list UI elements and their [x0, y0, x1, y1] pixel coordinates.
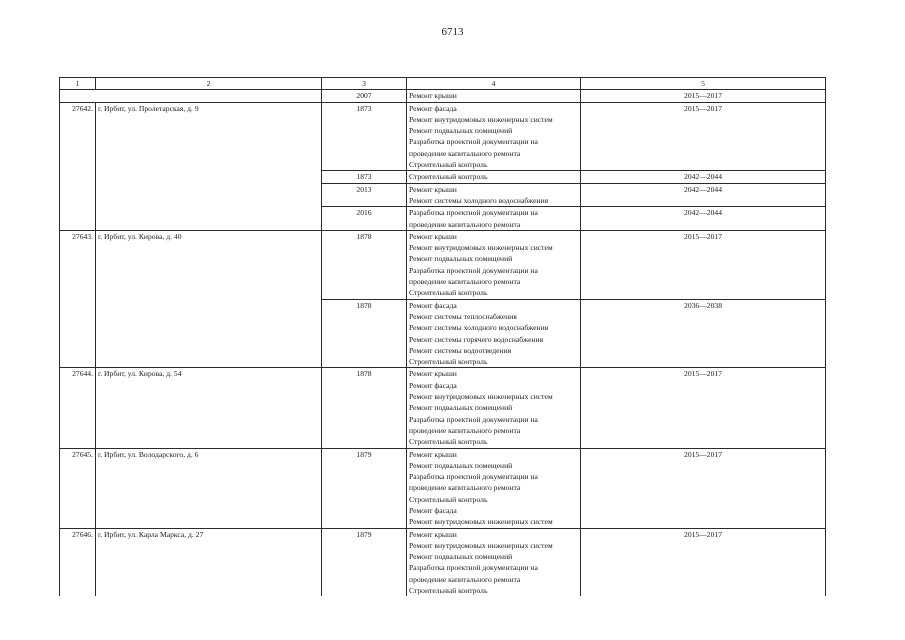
work-type-line: проведение капитального ремонта: [409, 483, 521, 493]
table-row: [60, 230, 826, 299]
planned-period-cell: 2015—2017: [581, 102, 826, 171]
planned-period-cell: 2042—2044: [581, 183, 826, 207]
row-number-cell: 27646.: [60, 528, 96, 596]
work-types-cell: [407, 299, 581, 368]
commissioning-year-cell: 2013: [322, 183, 407, 207]
work-type-line: Ремонт системы теплоснабжения: [409, 311, 517, 321]
number-cell: [60, 90, 322, 102]
table-row: [60, 528, 826, 596]
work-type-line: Ремонт крыши: [409, 449, 457, 459]
address-cell: г. Ирбит, ул. Кирова, д. 54: [96, 368, 322, 448]
commissioning-year-cell: 1878: [322, 368, 407, 448]
work-type-line: Ремонт крыши: [409, 529, 457, 539]
work-type-line: Строительный контроль: [409, 494, 488, 504]
planned-period-cell: 2015—2017: [581, 528, 826, 596]
work-type-line: Строительный контроль: [409, 437, 488, 447]
work-type-line: Разработка проектной документации на: [409, 208, 538, 218]
commissioning-year-cell: 1873: [322, 171, 407, 183]
work-types-cell: [407, 528, 581, 596]
work-type-line: Ремонт подвальных помещений: [409, 254, 513, 264]
work-type-line: Ремонт подвальных помещений: [409, 460, 513, 470]
capital-repair-table: [59, 77, 826, 596]
work-types-cell: [407, 183, 581, 207]
row-number-cell: 27643.: [60, 230, 96, 368]
work-type-line: проведение капитального ремонта: [409, 148, 521, 158]
address-cell: г. Ирбит, ул. Пролетарская, д. 9: [96, 102, 322, 230]
header-cell: 4: [407, 78, 581, 90]
work-types-cell: [407, 448, 581, 528]
work-type-line: Ремонт системы холодного водоснабжения: [409, 323, 549, 333]
work-type-line: Ремонт внутридомовых инженерных систем: [409, 517, 553, 527]
work-type-line: Ремонт системы холодного водоснабжения: [409, 195, 549, 205]
commissioning-year-cell: 2016: [322, 207, 407, 231]
commissioning-year-cell: 1879: [322, 528, 407, 596]
planned-period-cell: 2015—2017: [581, 448, 826, 528]
work-type-line: Ремонт фасада: [409, 380, 457, 390]
header-cell: 5: [581, 78, 826, 90]
work-types-cell: [407, 90, 581, 102]
work-type-line: Ремонт внутридомовых инженерных систем: [409, 243, 553, 253]
work-type-line: Ремонт подвальных помещений: [409, 403, 513, 413]
work-type-line: проведение капитального ремонта: [409, 425, 521, 435]
planned-period-cell: 2015—2017: [581, 230, 826, 299]
work-type-line: Строительный контроль: [409, 357, 488, 367]
commissioning-year-cell: 1873: [322, 102, 407, 171]
work-type-line: Ремонт внутридомовых инженерных систем: [409, 540, 553, 550]
address-cell: г. Ирбит, ул. Карла Маркса, д. 27: [96, 528, 322, 596]
commissioning-year-cell: 1879: [322, 448, 407, 528]
header-cell: 3: [322, 78, 407, 90]
work-type-line: Ремонт внутридомовых инженерных систем: [409, 392, 553, 402]
work-type-line: Строительный контроль: [409, 160, 488, 170]
work-type-line: Ремонт внутридомовых инженерных систем: [409, 114, 553, 124]
work-type-line: Ремонт крыши: [409, 369, 457, 379]
planned-period-cell: 2036—2038: [581, 299, 826, 368]
commissioning-year-cell: 1878: [322, 299, 407, 368]
work-type-line: Ремонт подвальных помещений: [409, 552, 513, 562]
work-type-line: Строительный контроль: [409, 288, 488, 298]
table-row: [60, 102, 826, 171]
carry-over-row: [60, 90, 826, 102]
planned-period-cell: 2042—2044: [581, 171, 826, 183]
work-type-line: проведение капитального ремонта: [409, 219, 521, 229]
work-type-line: Ремонт подвальных помещений: [409, 126, 513, 136]
header-cell: 1: [60, 78, 96, 90]
work-type-line: Ремонт крыши: [409, 184, 457, 194]
planned-period-cell: 2042—2044: [581, 207, 826, 231]
address-cell: г. Ирбит, ул. Володарского, д. 6: [96, 448, 322, 528]
work-type-line: Ремонт системы водоотведения: [409, 345, 512, 355]
work-type-line: Разработка проектной документации на: [409, 563, 538, 573]
work-type-line: Разработка проектной документации на: [409, 137, 538, 147]
table-header-row: [60, 78, 826, 90]
work-type-line: Ремонт системы горячего водоснабжения: [409, 334, 544, 344]
address-cell: г. Ирбит, ул. Кирова, д. 40: [96, 230, 322, 368]
work-type-line: проведение капитального ремонта: [409, 574, 521, 584]
table-row: [60, 368, 826, 448]
work-type-line: Строительный контроль: [409, 172, 488, 182]
work-type-line: Ремонт фасада: [409, 505, 457, 515]
work-type-line: Разработка проектной документации на: [409, 414, 538, 424]
work-type-line: Ремонт крыши: [409, 231, 457, 241]
work-type-line: Разработка проектной документации на: [409, 472, 538, 482]
planned-period-cell: 2015—2017: [581, 368, 826, 448]
work-type-line: Разработка проектной документации на: [409, 265, 538, 275]
header-cell: 2: [96, 78, 322, 90]
planned-period-cell: 2015—2017: [581, 90, 826, 102]
commissioning-year-cell: 1878: [322, 230, 407, 299]
page-number: 6713: [441, 26, 464, 38]
row-number-cell: 27645.: [60, 448, 96, 528]
row-number-cell: 27642.: [60, 102, 96, 230]
work-types-cell: [407, 207, 581, 231]
commissioning-year-cell: 2007: [322, 90, 407, 102]
work-type-line: проведение капитального ремонта: [409, 277, 521, 287]
work-type-line: Ремонт фасада: [409, 300, 457, 310]
work-types-cell: [407, 171, 581, 183]
work-type-line: Ремонт фасада: [409, 103, 457, 113]
work-types-cell: [407, 102, 581, 171]
work-types-cell: [407, 368, 581, 448]
work-types-cell: [407, 230, 581, 299]
row-number-cell: 27644.: [60, 368, 96, 448]
table-row: [60, 448, 826, 528]
work-type-line: Ремонт крыши: [409, 91, 457, 101]
work-type-line: Строительный контроль: [409, 586, 488, 596]
